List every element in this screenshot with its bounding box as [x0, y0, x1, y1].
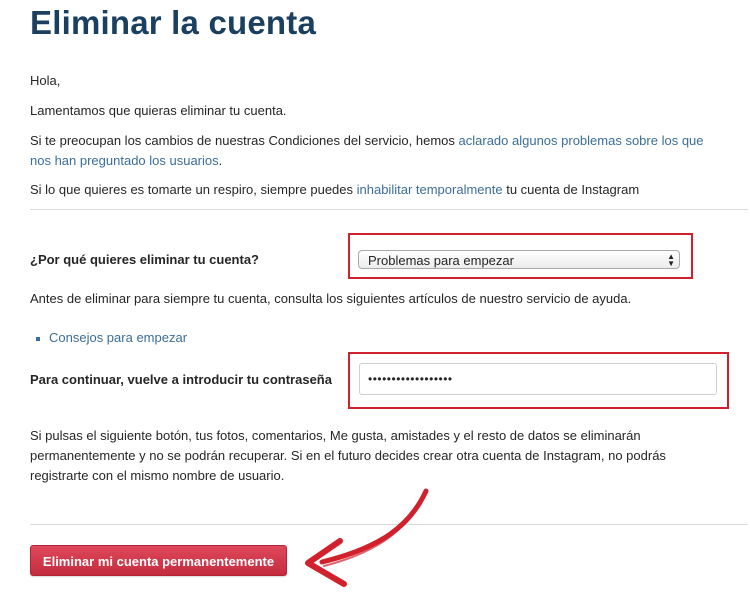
help-article-link[interactable]: Consejos para empezar: [49, 330, 188, 345]
divider-top: [30, 209, 748, 210]
password-label: Para continuar, vuelve a introducir tu contraseña: [30, 372, 332, 387]
warning-paragraph: [30, 426, 750, 486]
help-article-item: [36, 329, 187, 347]
pause-paragraph: [30, 180, 639, 200]
greeting-text: Hola,: [30, 73, 61, 88]
help-text: Antes de eliminar para siempre tu cuenta, consulta los siguientes artículos de nuestro servicio de ayuda.: [30, 291, 632, 306]
pause-prefix: Si lo que quieres es tomarte un respiro, siempre puedes: [30, 182, 357, 197]
terms-suffix: .: [218, 153, 223, 168]
terms-paragraph: [30, 131, 750, 171]
warning-line-3: registrarte con el mismo nombre de usuario.: [30, 468, 285, 483]
disable-temporarily-link[interactable]: inhabilitar temporalmente: [356, 182, 503, 197]
regret-text: Lamentamos que quieras eliminar tu cuenta.: [30, 103, 287, 118]
pause-suffix: tu cuenta de Instagram: [502, 182, 640, 197]
terms-link-continued[interactable]: nos han preguntado los usuarios: [30, 153, 219, 168]
select-arrows-icon: ▲ ▼: [667, 252, 675, 268]
password-input[interactable]: ••••••••••••••••••: [359, 363, 717, 395]
delete-account-button[interactable]: Eliminar mi cuenta permanentemente: [30, 545, 287, 576]
terms-prefix: Si te preocupan los cambios de nuestras Condiciones del servicio, hemos: [30, 133, 459, 148]
reason-select[interactable]: [358, 250, 680, 269]
warning-line-2: permanentemente y no se podrán recuperar. Si en el futuro decides crear otra cuenta de Instagram, no podrás: [30, 448, 666, 463]
red-arrow-icon: [300, 486, 435, 591]
reason-label: ¿Por qué quieres eliminar tu cuenta?: [30, 252, 259, 267]
bullet-icon: [36, 337, 40, 341]
warning-line-1: Si pulsas el siguiente botón, tus fotos, comentarios, Me gusta, amistades y el resto de datos se eliminarán: [30, 428, 641, 443]
reason-select-value: Problemas para empezar: [368, 253, 514, 268]
terms-link[interactable]: aclarado algunos problemas sobre los que: [458, 133, 704, 148]
page-title: Eliminar la cuenta: [30, 4, 317, 41]
